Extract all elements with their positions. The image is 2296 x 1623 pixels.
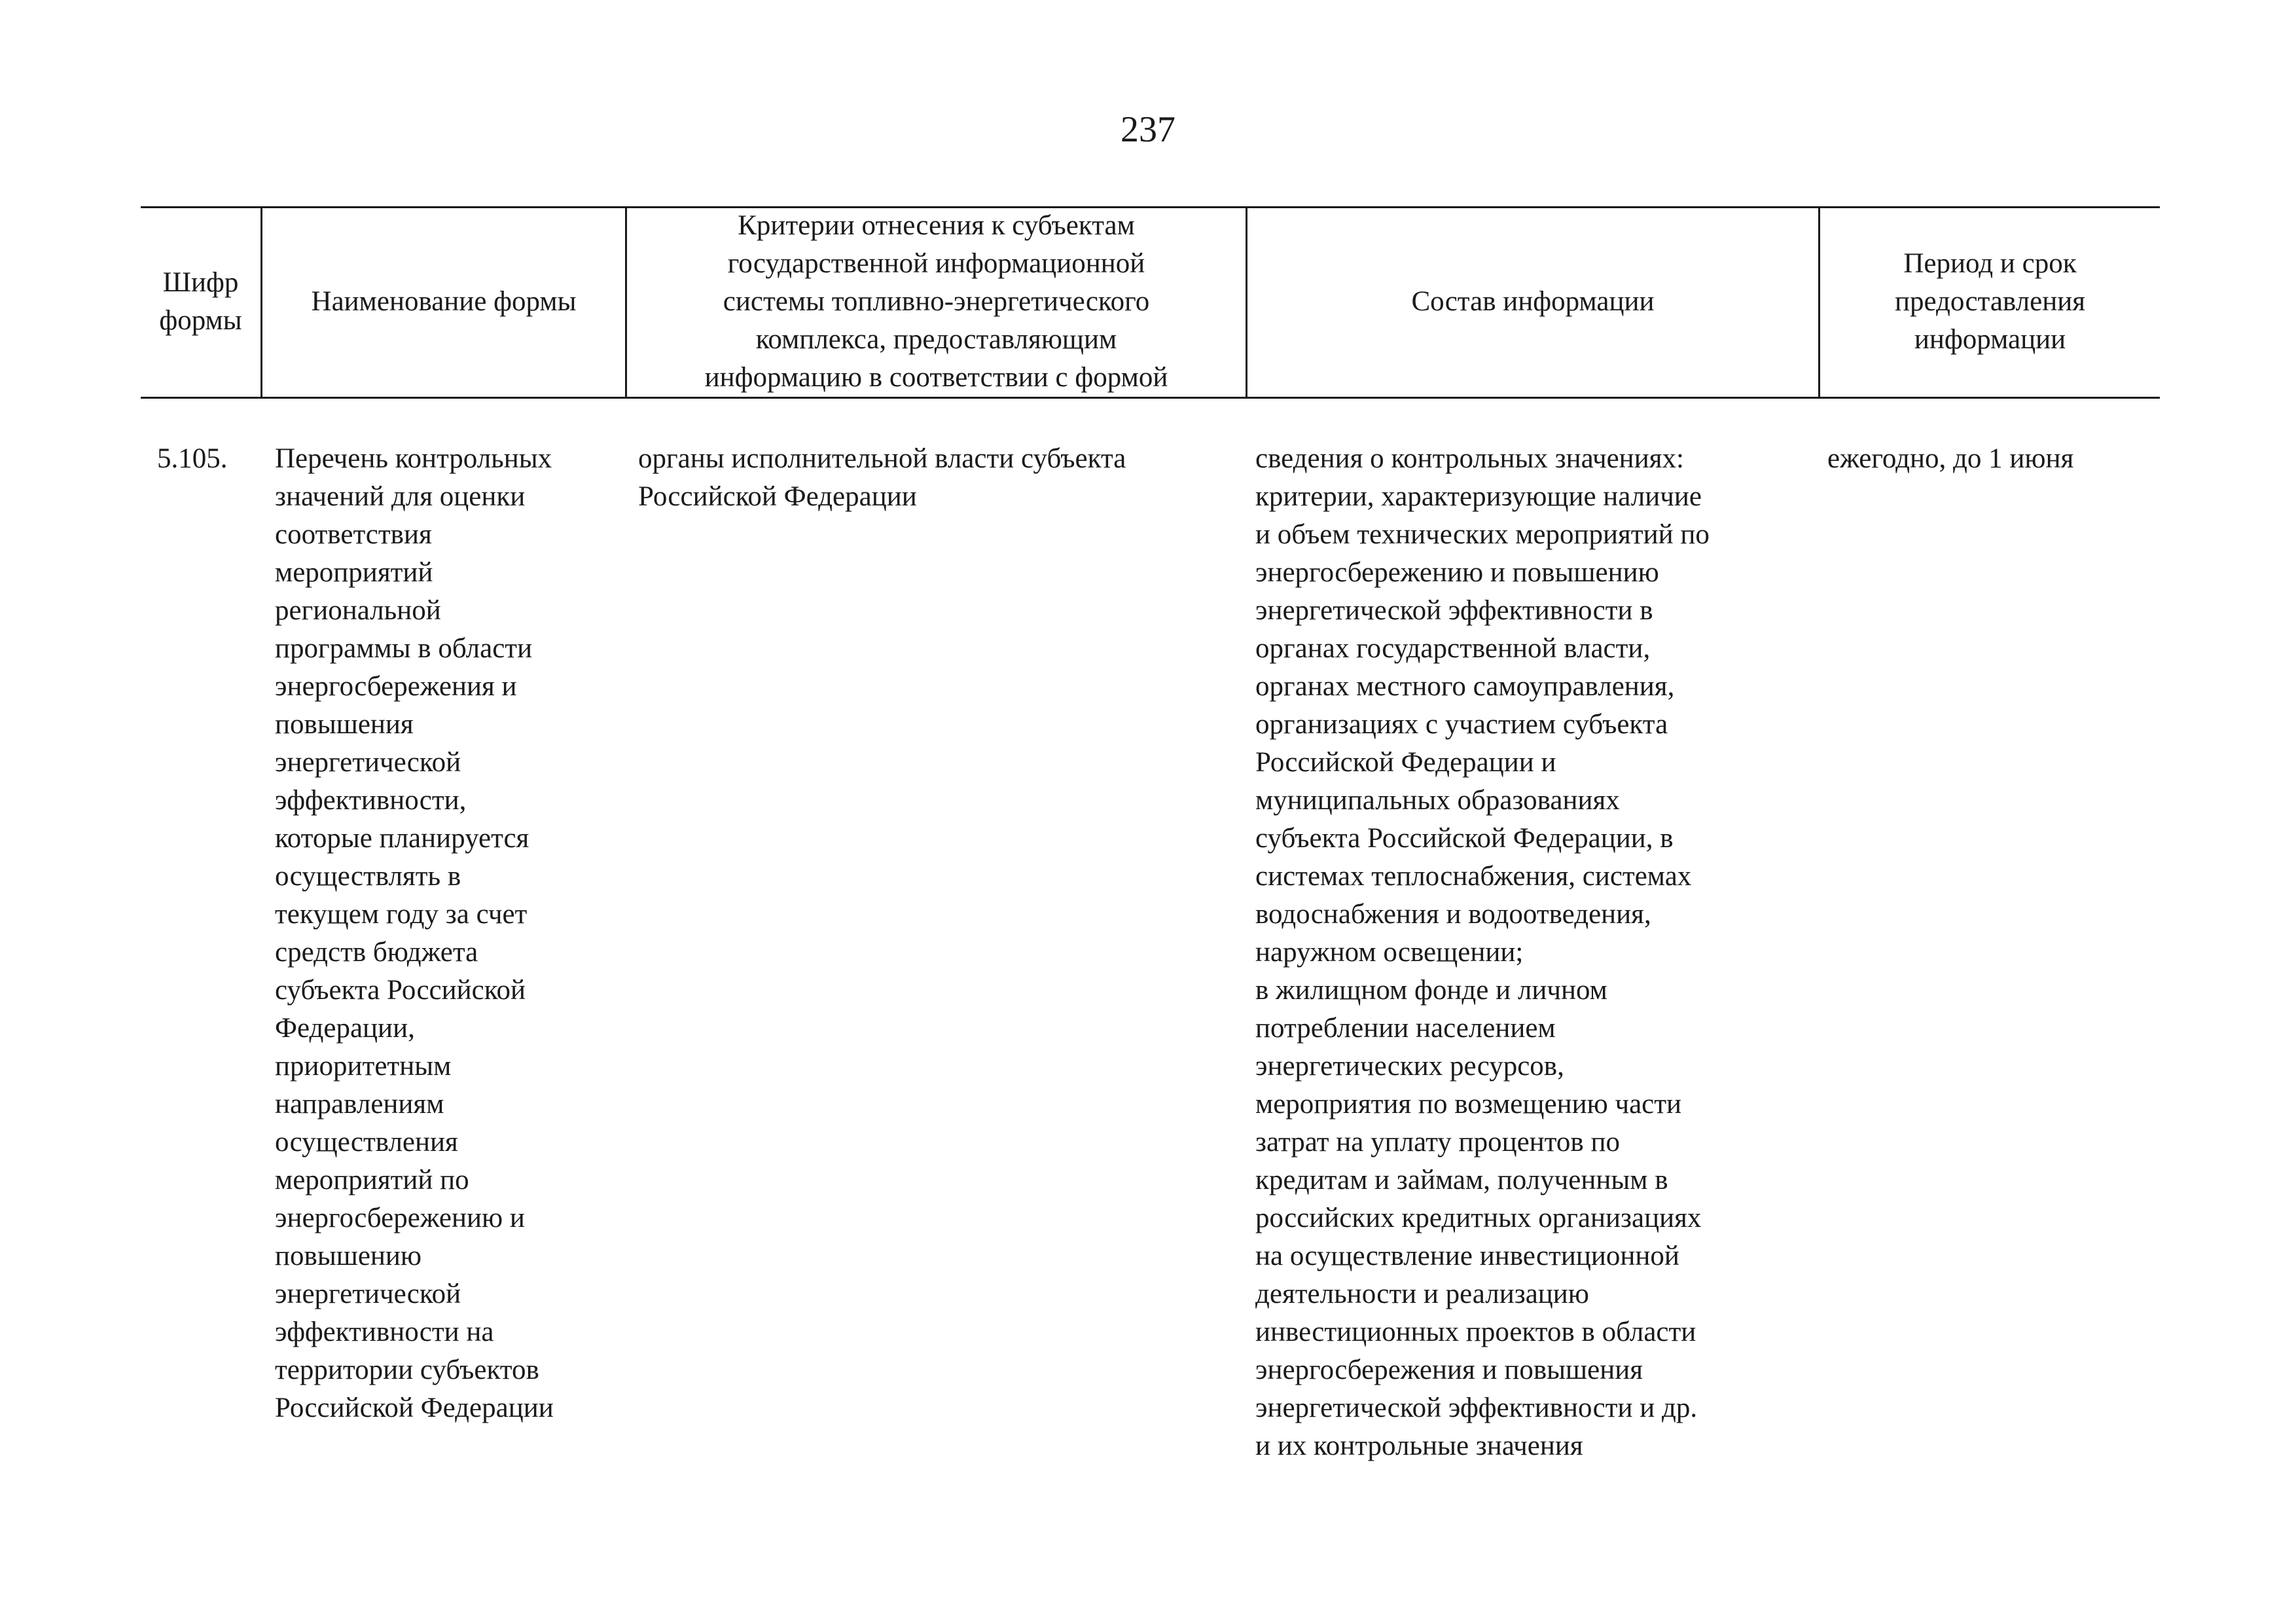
row-code: 5.105.	[157, 443, 228, 474]
row-composition: сведения о контрольных значениях: критерии, характеризующие наличие и объем технических мероприятий по энергосбережению и повышению энергетической эффективности в органах государственной власти, органах местного самоуправления, организациях с участием субъекта Российской Федерации и муниципальных образованиях субъекта Российской Федерации, в системах теплоснабжения, системах водоснабжения и водоотведения, наружном освещении; в жилищном фонде и личном потреблении населением энергетических ресурсов, мероприятия по возмещению части затрат на уплату процентов по кредитам и займам, полученным в российских кредитных организациях на осуществление инвестиционной деятельности и реализацию инвестиционных проектов в области энергосбережения и повышения энергетической эффективности и др. и их контрольные значения	[1255, 443, 1710, 1461]
row-period: ежегодно, до 1 июня	[1827, 443, 2074, 474]
header-criteria: Критерии отнесения к субъектам государственной информационной системы топливно-энергетического комплекса, предоставляющим информацию в соответствии с формой	[704, 210, 1168, 393]
row-criteria: органы исполнительной власти субъекта Российской Федерации	[638, 443, 1126, 512]
header-code: Шифр формы	[159, 267, 242, 336]
header-composition: Состав информации	[1411, 286, 1655, 317]
header-period: Период и срок предоставления информации	[1894, 248, 2086, 355]
row-form-name: Перечень контрольных значений для оценки соответствия мероприятий региональной программы в области энергосбережения и повышения энергетической эффективности, которые планируется осуществлять в текущем году за счет средств бюджета субъекта Российской Федерации, приоритетным направлениям осуществления мероприятий по энергосбережению и повышению энергетической эффективности на территории субъектов Российской Федерации	[275, 443, 554, 1423]
page-number: 237	[1121, 109, 1175, 150]
table-header-bottom-rule	[141, 397, 2160, 399]
header-form-name: Наименование формы	[311, 286, 577, 317]
